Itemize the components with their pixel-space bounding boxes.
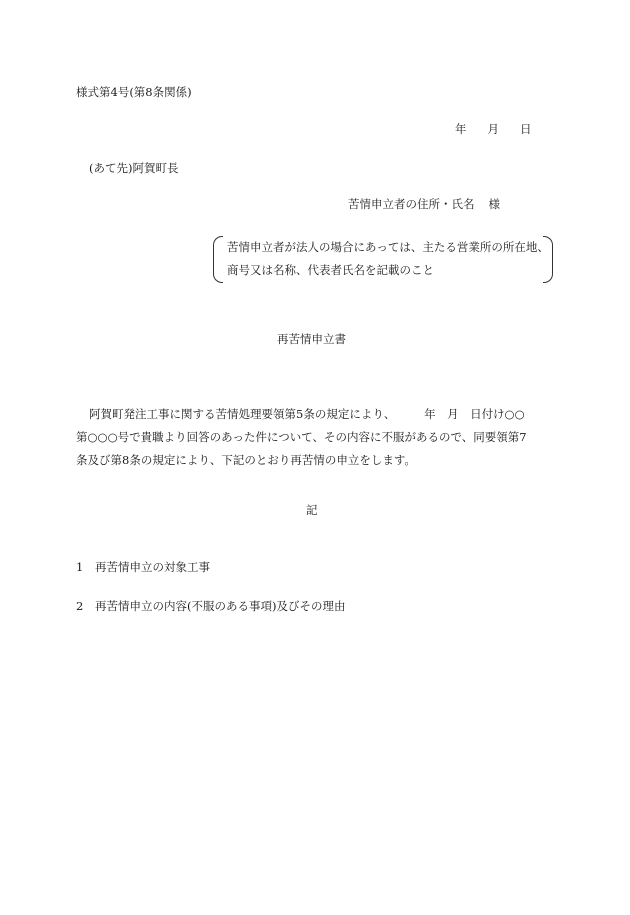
applicant-suffix: 様 [488, 197, 500, 211]
form-number: 様式第4号(第8条関係) [76, 85, 192, 99]
document-title: 再苦情申立書 [277, 332, 346, 346]
note-line-1: 苦情申立者が法人の場合にあっては、主たる営業所の所在地、 [227, 240, 549, 254]
body-line-3: 条及び第8条の規定により、下記のとおり再苦情の申立をします。 [76, 453, 416, 467]
note-line-2: 商号又は名称、代表者氏名を記載のこと [227, 263, 434, 277]
addressee: (あて先)阿賀町長 [89, 161, 179, 175]
item-text: 再苦情申立の内容(不服のある事項)及びその理由 [95, 599, 346, 613]
applicant-label: 苦情申立者の住所・氏名 [348, 197, 475, 211]
date-line [455, 124, 532, 136]
left-bracket [213, 236, 223, 283]
date-year: 年 [455, 122, 467, 136]
item-text: 再苦情申立の対象工事 [95, 560, 210, 574]
ki-heading: 記 [306, 503, 318, 517]
list-item [76, 601, 345, 613]
item-number: 2 [76, 599, 84, 613]
date-day: 日 [520, 122, 532, 136]
body-line-2: 第○○○号で貴職より回答のあった件について、その内容に不服があるので、同要領第7 [76, 430, 527, 444]
body-line-1: 阿賀町発注工事に関する苦情処理要領第5条の規定により、 年 月 日付け○○ [89, 407, 525, 421]
note-box [213, 236, 553, 283]
applicant-address [348, 199, 500, 211]
list-item [76, 562, 210, 574]
right-bracket [543, 236, 553, 283]
item-number: 1 [76, 560, 84, 574]
date-month: 月 [487, 122, 499, 136]
